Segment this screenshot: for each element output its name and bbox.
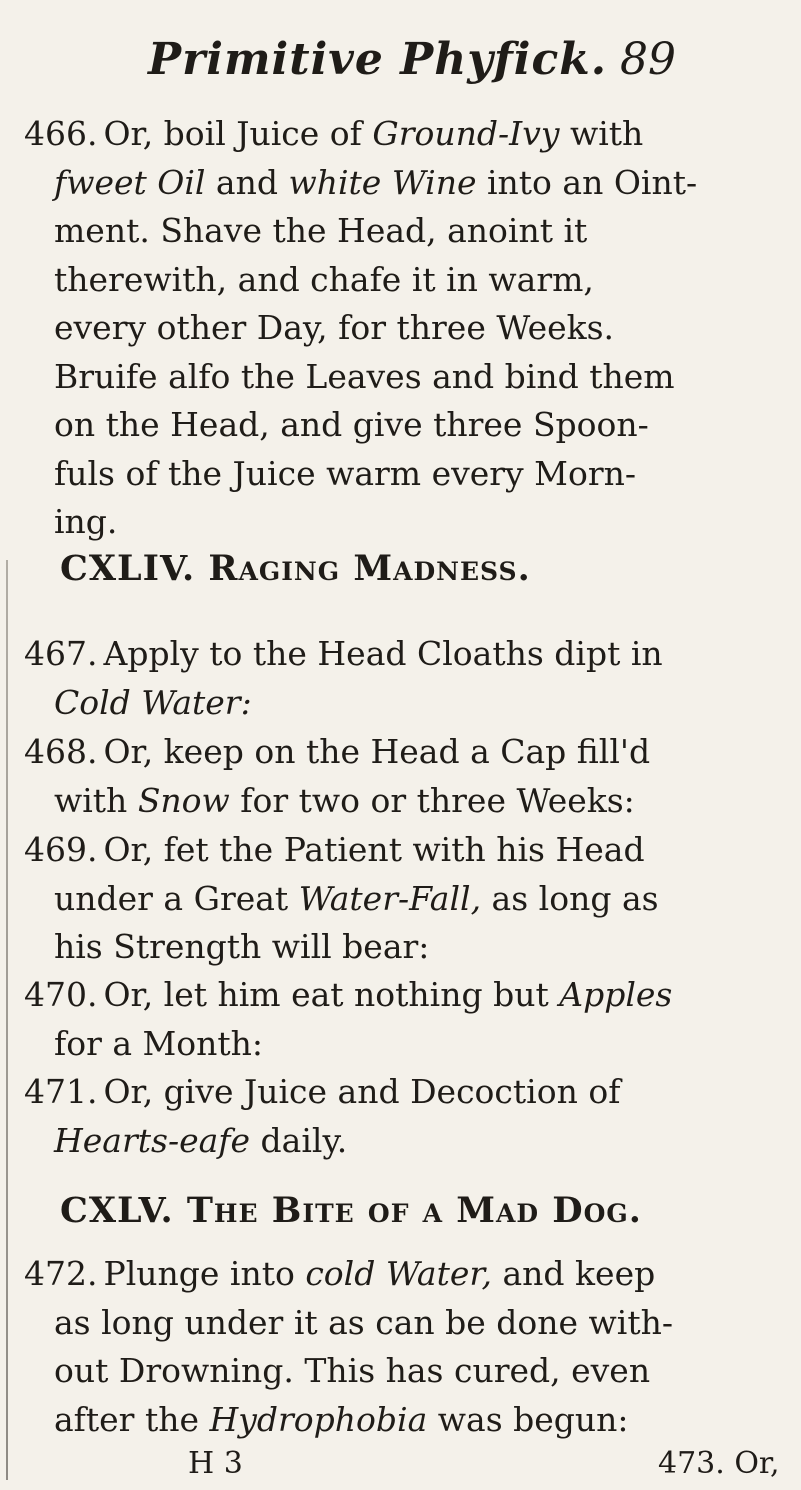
entry-line: Or, fet the Patient with his Head bbox=[103, 830, 645, 869]
page-header bbox=[0, 34, 801, 94]
entry-number: 467. bbox=[24, 634, 98, 673]
entry-number: 472. bbox=[24, 1254, 98, 1293]
italic-term: white Wine bbox=[288, 162, 477, 202]
page-footer bbox=[0, 1446, 801, 1486]
entry-number: 466. bbox=[24, 114, 98, 153]
entry-line: with Snow for two or three Weeks: bbox=[54, 780, 635, 820]
entry-line: Or, let him eat nothing but Apples bbox=[103, 975, 673, 1014]
entry-line: every other Day, for three Weeks. bbox=[54, 308, 615, 347]
entry-number: 471. bbox=[24, 1072, 98, 1111]
entry-line: Apply to the Head Cloaths dipt in bbox=[103, 634, 663, 673]
entry-line bbox=[24, 679, 784, 728]
entry-472 bbox=[24, 1250, 784, 1444]
entry-line: on the Head, and give three Spoon- bbox=[54, 405, 649, 444]
entry-line: under a Great Water-Fall, as long as bbox=[54, 878, 659, 918]
section-number: CXLIV. bbox=[60, 548, 196, 589]
section-heading-mad-dog bbox=[60, 1190, 780, 1231]
signature-mark: H 3 bbox=[188, 1446, 243, 1481]
entry-470 bbox=[24, 971, 784, 1068]
italic-term: Apples bbox=[559, 975, 673, 1014]
italic-term: cold Water, bbox=[305, 1254, 493, 1293]
entry-line: his Strength will bear: bbox=[54, 927, 430, 966]
entry-line: Plunge into cold Water, and keep bbox=[103, 1254, 656, 1293]
italic-term: Cold Water: bbox=[54, 682, 252, 722]
entry-line: Hearts-eafe daily. bbox=[54, 1120, 348, 1160]
page-edge-shadow bbox=[6, 560, 8, 1480]
entry-line: as long under it as can be done with- bbox=[54, 1302, 673, 1342]
entry-line: for a Month: bbox=[54, 1023, 264, 1063]
italic-term: Ground-Ivy bbox=[372, 114, 560, 153]
entry-line: fweet Oil and white Wine into an Oint- bbox=[54, 162, 698, 202]
entry-line: ment. Shave the Head, anoint it bbox=[54, 211, 588, 250]
page-number: 89 bbox=[620, 34, 676, 85]
section-title: Raging Madness. bbox=[208, 548, 531, 589]
entry-line: therewith, and chafe it in warm, bbox=[54, 259, 594, 299]
entry-467 bbox=[24, 630, 784, 727]
entry-line: Or, boil Juice of Ground-Ivy with bbox=[103, 114, 644, 153]
entry-line: out Drowning. This has cured, even bbox=[54, 1351, 651, 1390]
italic-term: Hearts-eafe bbox=[54, 1120, 251, 1160]
entry-469 bbox=[24, 826, 784, 972]
entry-number: 470. bbox=[24, 975, 98, 1014]
section-heading-raging-madness bbox=[60, 548, 780, 589]
entry-466 bbox=[24, 110, 784, 547]
entry-line: fuls of the Juice warm every Morn- bbox=[54, 453, 637, 493]
italic-term: fweet Oil bbox=[54, 162, 206, 202]
entry-line: Or, give Juice and Decoction of bbox=[103, 1072, 621, 1111]
section-title: The Bite of a Mad Dog. bbox=[186, 1190, 642, 1231]
entry-468 bbox=[24, 728, 784, 825]
entry-number: 468. bbox=[24, 732, 98, 771]
italic-term: Hydrophobia bbox=[209, 1399, 428, 1439]
catchword: 473. Or, bbox=[658, 1446, 780, 1481]
entry-number: 469. bbox=[24, 830, 98, 869]
entry-line: Bruife alfo the Leaves and bind them bbox=[54, 356, 675, 396]
entry-line: Or, keep on the Head a Cap fill'd bbox=[103, 732, 651, 771]
running-title: Primitive Phyfick. bbox=[148, 34, 608, 85]
entry-line: ing. bbox=[54, 502, 118, 541]
section-number: CXLV. bbox=[60, 1190, 174, 1231]
italic-term: Water-Fall, bbox=[298, 878, 482, 918]
entry-line: after the Hydrophobia was begun: bbox=[54, 1399, 629, 1439]
italic-term: Snow bbox=[137, 780, 230, 820]
entry-471 bbox=[24, 1068, 784, 1165]
